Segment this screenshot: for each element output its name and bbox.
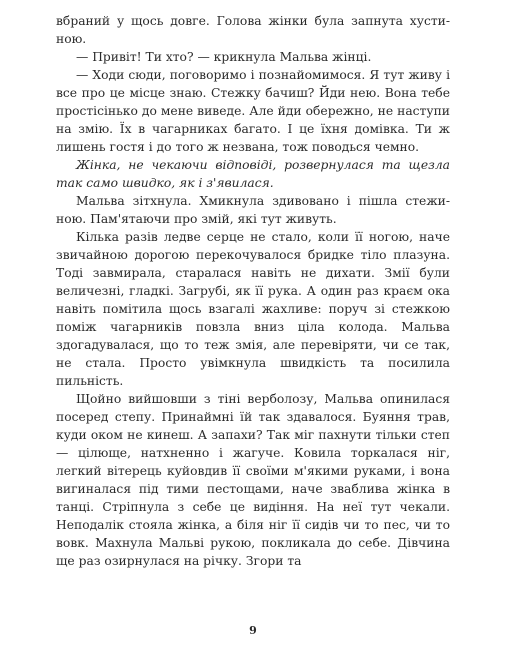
paragraph-mal-va-sighed: Мальва зітхнула. Хмикнула здивовано і пішла стежиною. Пам'ятаючи про змій, які тут живуть. — [56, 194, 450, 226]
paragraph-continuation: вбраний у щось довге. Голова жінки була запнута хустиною. — [56, 14, 450, 46]
page-number: 9 — [249, 624, 257, 637]
paragraph-woman-vanished: Жінка, не чекаючи відповіді, розвернулася та щезла так само швидко, як і з'явилася. — [56, 158, 450, 190]
paragraph-dialogue-mal-va: — Привіт! Ти хто? — крикнула Мальва жінці. — [76, 50, 372, 64]
paragraph-steppe: Щойно вийшовши з тіні верболозу, Мальва опинилася посеред степу. Принаймні їй так здавалося. Буяння трав, куди оком не кинеш. А запахи? Так міг пахнути тільки степ — цілюще, натхненно і жагуче. Ковила торкалася ніг, легкий вітерець куйовдив її своїми м'якими руками, і вона вигиналася під тими пестощами, наче зваблива жінка в танці. Стріпнула з себе це видіння. На неї тут чекали. Неподалік стояла жінка, а біля ніг її сидів чи то пес, чи то вовк. Махнула Мальві рукою, покликала до себе. Дівчина ще раз озирнулася на річку. Згори та — [56, 392, 450, 568]
book-page-text — [56, 12, 450, 570]
paragraph-dialogue-woman: — Ходи сюди, поговоримо і познайомимося. Я тут живу і все про це місце знаю. Стежку бачиш? Йди нею. Вона тебе простісінько до мене виведе. Але йди обережно, не наступи на змію. Їх в чагарниках багато. І це їхня домівка. Ти ж лишень гостя і до того ж незвана, тож поводься чемно. — [56, 68, 450, 154]
paragraph-snakes: Кілька разів ледве серце не стало, коли її ногою, наче звичайною дорогою перекочувалося бридке тіло плазуна. Тоді завмирала, старалася навіть не дихати. Змії були величезні, гладкі. Загрубі, як її рука. А один раз краєм ока навіть помітила щось взагалі жахливе: поруч зі стежкою поміж чагарників повзла вниз ціла колода. Мальва здогадувалася, що то теж змія, але перевіряти, чи се так, не стала. Просто увімкнула швидкість та посилила пильність. — [56, 230, 450, 388]
